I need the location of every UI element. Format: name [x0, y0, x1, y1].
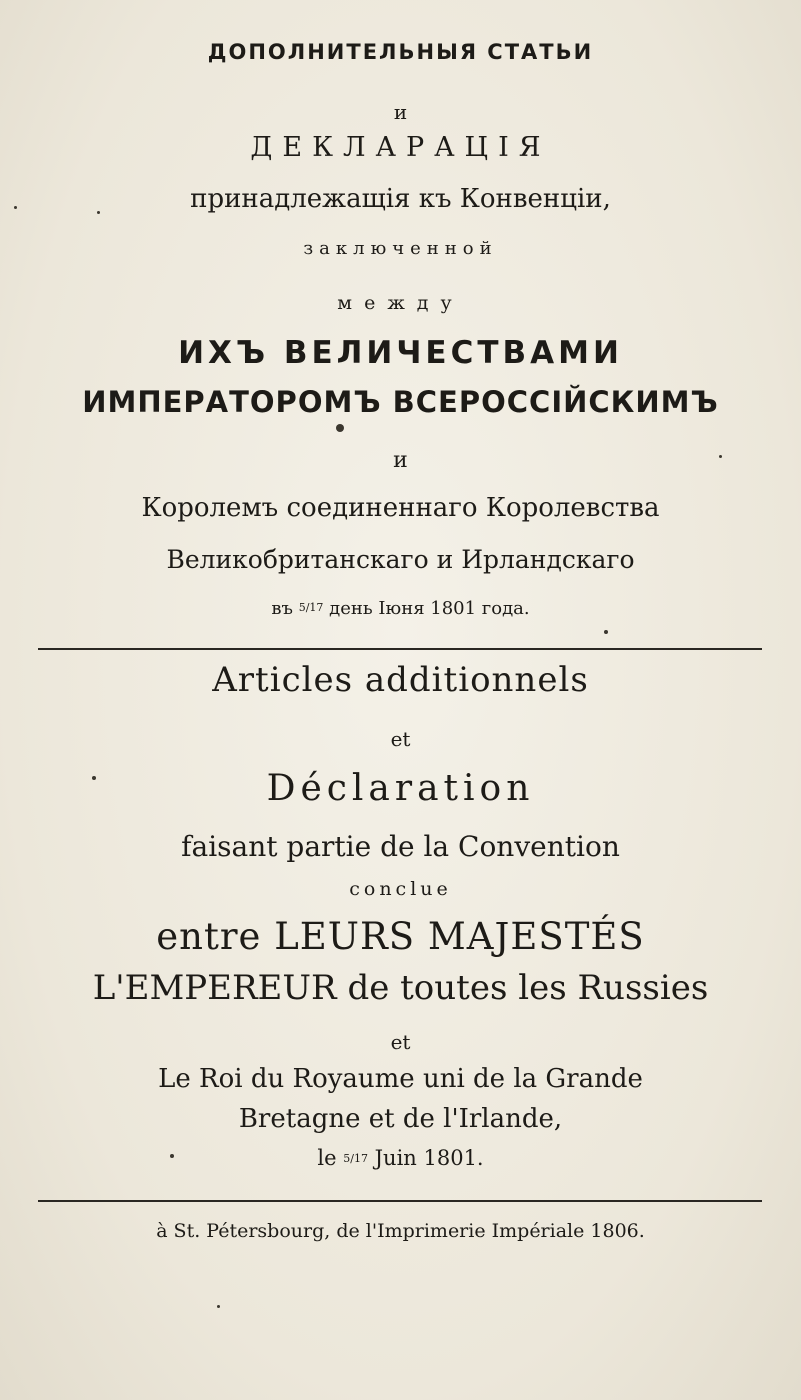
fr-emperor: L'EMPEREUR de toutes les Russies: [92, 968, 709, 1008]
ru-title: ДОПОЛНИТЕЛЬНЫЯ СТАТЬИ: [207, 40, 594, 64]
fr-king: Le Roi du Royaume uni de la Grande: [158, 1064, 643, 1094]
ru-date-suffix: день Іюня 1801 года.: [329, 598, 530, 619]
ru-between: между: [337, 292, 464, 314]
ru-conjunction-2: и: [393, 448, 408, 473]
fr-majesties: entre LEURS MAJESTÉS: [156, 915, 645, 958]
ink-speck: [217, 1305, 220, 1308]
ru-date: [0, 598, 801, 619]
ru-king: Королемъ соединеннаго Королевства: [141, 493, 660, 523]
fr-britain: Bretagne et de l'Irlande,: [238, 1104, 563, 1134]
fr-date-prefix: le: [317, 1146, 337, 1170]
ru-conjunction-1: и: [393, 100, 408, 124]
ru-majesties: ИХЪ ВЕЛИЧЕСТВАМИ: [178, 335, 623, 371]
fr-conjunction-2: et: [390, 1030, 411, 1054]
fr-date-fraction: 5/17: [343, 1152, 368, 1165]
section-divider: [38, 648, 762, 650]
fr-declaration: Déclaration: [266, 768, 535, 809]
ru-britain: Великобританскаго и Ирландскаго: [166, 545, 635, 574]
fr-title: Articles additionnels: [212, 660, 589, 700]
ru-belonging: принадлежащія къ Конвенціи,: [190, 184, 611, 214]
ink-speck: [92, 776, 96, 780]
ink-speck: [97, 211, 100, 214]
imprint: à St. Pétersbourg, de l'Imprimerie Impériale 1806.: [156, 1220, 645, 1242]
ink-speck: [336, 424, 344, 432]
ru-emperor: ИМПЕРАТОРОМЪ ВСЕРОССІЙСКИМЪ: [82, 385, 719, 419]
fr-part: faisant partie de la Convention: [181, 830, 620, 863]
fr-date: [0, 1146, 801, 1170]
ink-speck: [170, 1154, 174, 1158]
ru-declaration: ДЕКЛАРАЦІЯ: [250, 132, 551, 163]
fr-concluded: conclue: [349, 878, 452, 900]
imprint-divider: [38, 1200, 762, 1202]
fr-date-suffix: Juin 1801.: [374, 1146, 484, 1170]
ink-speck: [14, 206, 17, 209]
ru-date-fraction: 5/17: [298, 601, 324, 614]
ink-speck: [604, 630, 608, 634]
ru-date-prefix: въ: [271, 598, 293, 619]
fr-conjunction-1: et: [390, 727, 411, 751]
ru-concluded: заключенной: [303, 238, 498, 259]
ink-speck: [719, 455, 722, 458]
